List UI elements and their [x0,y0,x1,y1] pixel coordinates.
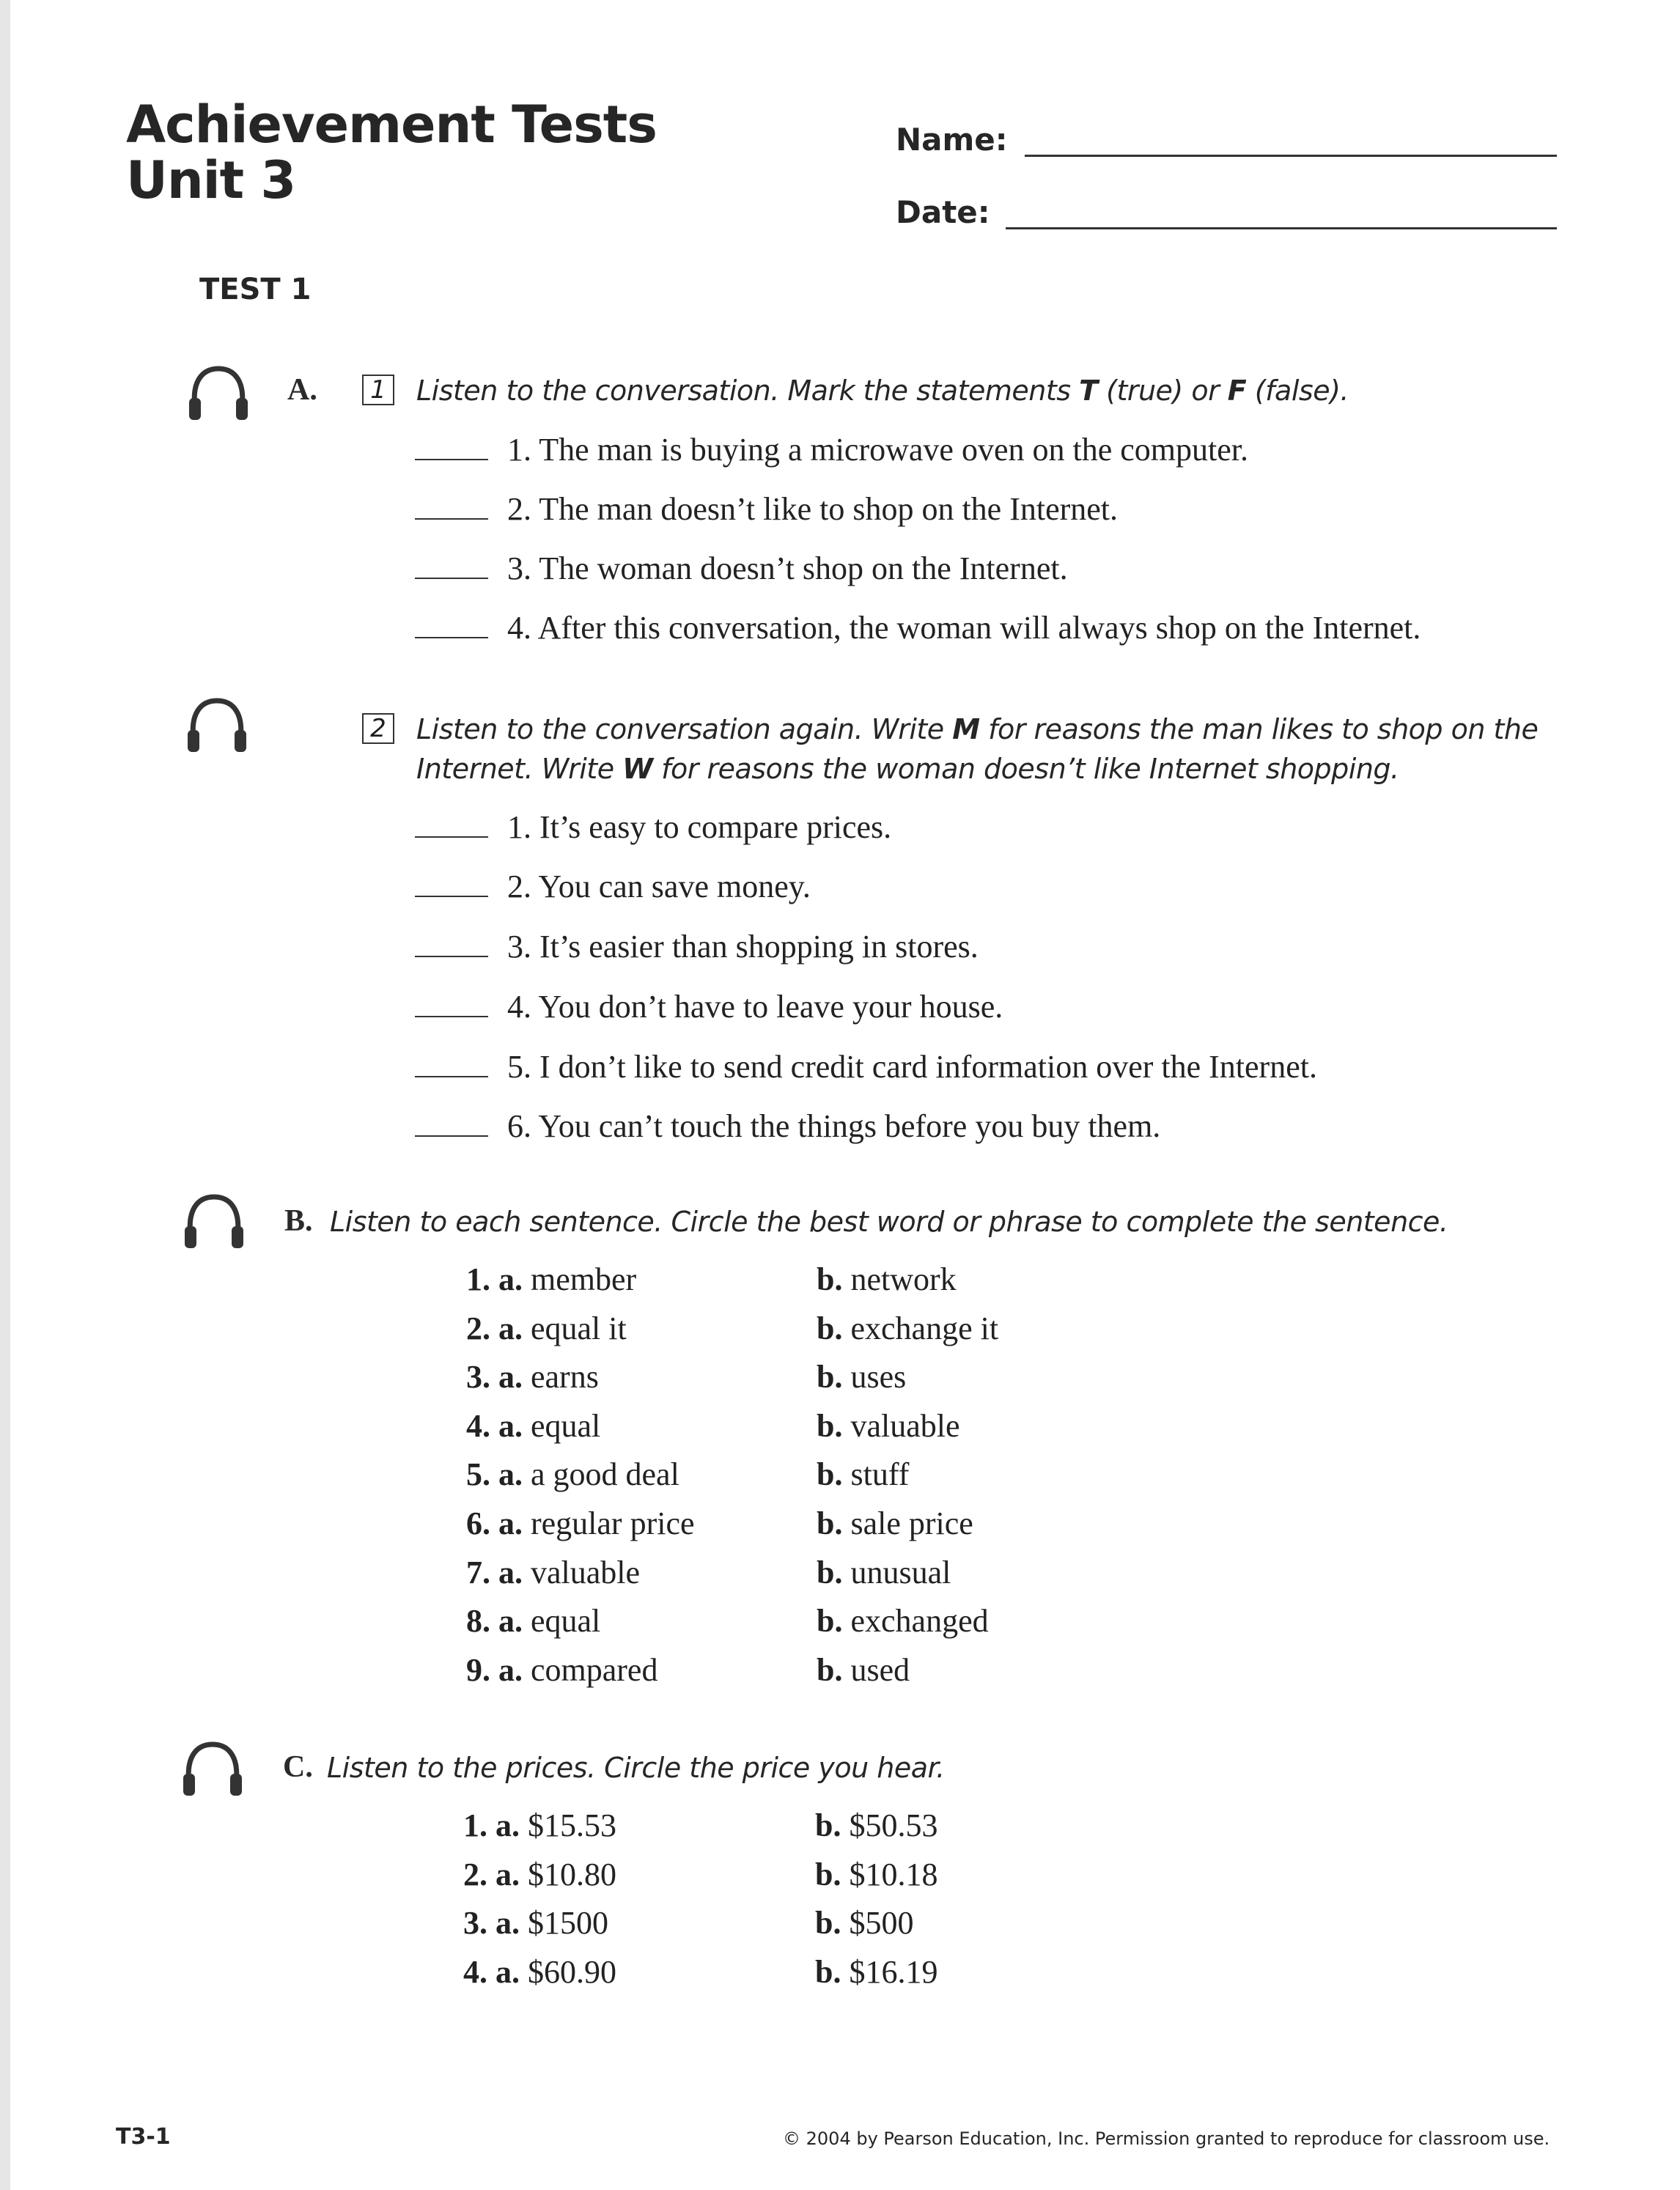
answer-blank[interactable] [415,615,488,638]
a2-item-3: 3. It’s easier than shopping in stores. [415,928,979,965]
headphones-icon [179,1737,246,1799]
b-option-a[interactable]: 4. a. equal [466,1407,601,1444]
b-option-b[interactable]: b. sale price [817,1505,973,1541]
track-2-box: 2 [362,713,394,744]
answer-blank[interactable] [415,874,488,897]
b-option-b[interactable]: b. valuable [817,1407,960,1444]
headphones-icon [180,1190,248,1251]
c-option-a[interactable]: 4. a. $60.90 [463,1953,616,1990]
c-option-a[interactable]: 1. a. $15.53 [463,1807,616,1843]
b-option-b[interactable]: b. uses [817,1359,907,1396]
answer-blank[interactable] [415,934,488,957]
name-label: Name: [896,122,1008,158]
page-edge-shadow [0,0,10,2190]
b-option-a[interactable]: 6. a. regular price [466,1505,695,1541]
a1-item-1: 1. The man is buying a microwave oven on the computer. [415,431,1248,468]
c-option-b[interactable]: b. $16.19 [815,1953,938,1990]
title-line-2: Unit 3 [126,150,296,210]
section-a-letter: A. [287,373,317,407]
c-option-a[interactable]: 2. a. $10.80 [463,1856,616,1892]
answer-blank[interactable] [415,496,488,520]
a1-item-2: 2. The man doesn’t like to shop on the Internet. [415,490,1118,528]
b-option-b[interactable]: b. network [817,1261,957,1297]
answer-blank[interactable] [415,1054,488,1077]
title-line-1: Achievement Tests [126,95,657,155]
test-label: TEST 1 [199,273,312,306]
b-option-a[interactable]: 7. a. valuable [466,1554,641,1590]
b-option-b[interactable]: b. used [817,1651,910,1688]
a2-item-6: 6. You can’t touch the things before you buy them. [415,1107,1160,1145]
headphones-icon [183,693,251,755]
b-option-a[interactable]: 8. a. equal [466,1603,601,1640]
date-label: Date: [896,194,990,230]
section-c-letter: C. [283,1750,313,1784]
page-code: T3-1 [116,2124,171,2150]
answer-blank[interactable] [415,437,488,460]
answer-blank[interactable] [415,556,488,579]
section-a-part2-instructions: Listen to the conversation again. Write M for reasons the man likes to shop on the Internet. Write W for reasons the woman doesn’t like Internet shopping. [416,713,1539,785]
answer-blank[interactable] [415,994,488,1017]
a2-item-2: 2. You can save money. [415,868,811,905]
b-option-a[interactable]: 1. a. member [466,1261,637,1297]
answer-blank[interactable] [415,814,488,838]
date-field[interactable] [1006,227,1557,229]
a1-item-4: 4. After this conversation, the woman will always shop on the Internet. [415,609,1421,646]
c-option-b[interactable]: b. $500 [815,1905,914,1942]
headphones-icon [185,361,252,423]
section-b-letter: B. [284,1204,313,1238]
name-field[interactable] [1025,155,1557,157]
b-option-a[interactable]: 5. a. a good deal [466,1456,679,1493]
answer-blank[interactable] [415,1113,488,1137]
section-c-instructions: Listen to the prices. Circle the price you hear. [327,1752,945,1784]
track-1-box: 1 [362,375,394,405]
b-option-a[interactable]: 3. a. earns [466,1359,599,1396]
c-option-b[interactable]: b. $50.53 [815,1807,938,1843]
a2-item-5: 5. I don’t like to send credit card information over the Internet. [415,1048,1317,1085]
c-option-b[interactable]: b. $10.18 [815,1856,938,1892]
b-option-b[interactable]: b. stuff [817,1456,910,1493]
page-title [126,97,657,208]
b-option-a[interactable]: 9. a. compared [466,1651,658,1688]
b-option-a[interactable]: 2. a. equal it [466,1310,627,1346]
a1-item-3: 3. The woman doesn’t shop on the Internet. [415,550,1068,587]
b-option-b[interactable]: b. exchange it [817,1310,999,1346]
b-option-b[interactable]: b. exchanged [817,1603,989,1640]
b-option-b[interactable]: b. unusual [817,1554,951,1590]
a2-item-4: 4. You don’t have to leave your house. [415,988,1003,1025]
section-a-part1-instructions: Listen to the conversation. Mark the statements T (true) or F (false). [416,375,1349,407]
copyright-notice: © 2004 by Pearson Education, Inc. Permission granted to reproduce for classroom use. [783,2128,1550,2149]
a2-item-1: 1. It’s easy to compare prices. [415,808,891,846]
c-option-a[interactable]: 3. a. $1500 [463,1905,608,1942]
section-b-instructions: Listen to each sentence. Circle the best word or phrase to complete the sentence. [330,1206,1448,1238]
